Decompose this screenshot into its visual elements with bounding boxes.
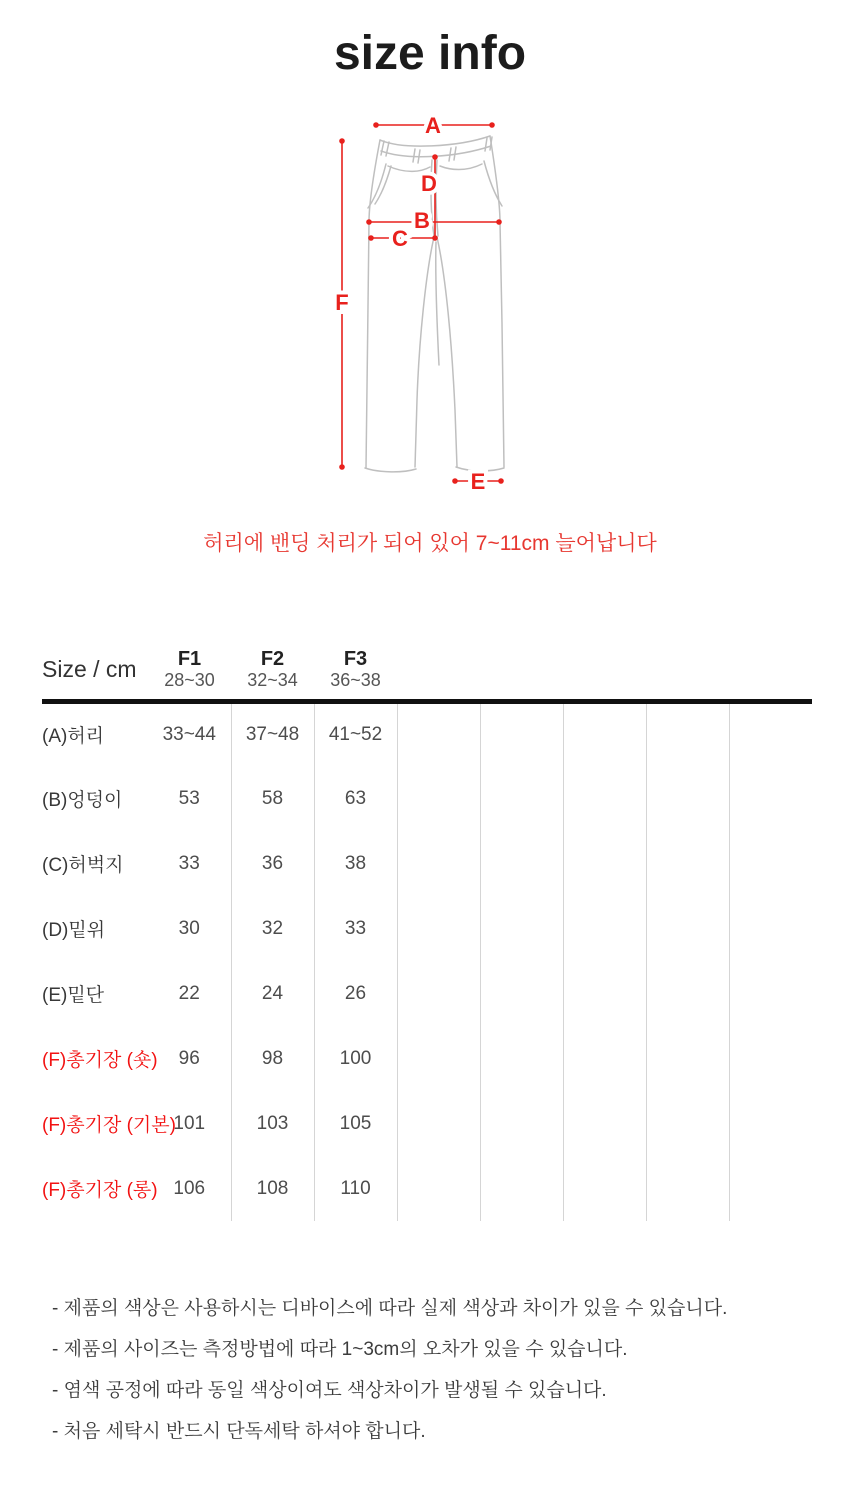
pants-sketch — [318, 110, 538, 510]
label-D: D — [421, 171, 437, 196]
note-dye-variance: - 염색 공정에 따라 동일 색상이여도 색상차이가 발생될 수 있습니다. — [52, 1380, 607, 1401]
column-header-f2 — [231, 640, 314, 701]
row-label: (F)총기장 (롱) — [42, 1180, 158, 1201]
cell-value: 26 — [314, 961, 397, 1026]
table-row-length-basic — [42, 1091, 812, 1156]
row-label: (F)총기장 (기본) — [42, 1115, 176, 1136]
size-unit-label: Size / cm — [42, 640, 148, 701]
table-row-hem — [42, 961, 812, 1026]
cell-value: 38 — [314, 831, 397, 896]
column-range: 32~34 — [247, 669, 298, 690]
table-row-length-short — [42, 1026, 812, 1091]
cell-value: 30 — [148, 896, 231, 961]
cell-value: 101 — [148, 1091, 231, 1156]
size-table-header-row — [42, 640, 812, 701]
cell-value: 33 — [148, 831, 231, 896]
cell-value: 22 — [148, 961, 231, 1026]
column-name: F3 — [343, 647, 368, 670]
column-name: F2 — [260, 647, 285, 670]
table-row-waist — [42, 701, 812, 766]
row-label: (B)엉덩이 — [42, 790, 123, 811]
cell-value: 110 — [314, 1156, 397, 1221]
column-header-f1 — [148, 640, 231, 701]
table-row-hip — [42, 766, 812, 831]
cell-value: 32 — [231, 896, 314, 961]
cell-value: 100 — [314, 1026, 397, 1091]
cell-value: 33~44 — [148, 701, 231, 766]
cell-value: 63 — [314, 766, 397, 831]
cell-value: 96 — [148, 1026, 231, 1091]
label-E: E — [470, 469, 486, 494]
row-label: (C)허벅지 — [42, 855, 124, 876]
measure-B-hip — [366, 219, 502, 225]
cell-value: 108 — [231, 1156, 314, 1221]
cell-value: 105 — [314, 1091, 397, 1156]
table-row-length-long — [42, 1156, 812, 1221]
column-name: F1 — [177, 647, 202, 670]
cell-value: 58 — [231, 766, 314, 831]
cell-value: 53 — [148, 766, 231, 831]
row-label: (F)총기장 (숏) — [42, 1050, 158, 1071]
table-row-rise — [42, 896, 812, 961]
note-size-tolerance: - 제품의 사이즈는 측정방법에 따라 1~3cm의 오차가 있을 수 있습니다. — [52, 1339, 628, 1360]
cell-value: 24 — [231, 961, 314, 1026]
label-C: C — [392, 226, 408, 251]
cell-value: 41~52 — [314, 701, 397, 766]
label-A: A — [425, 113, 441, 138]
column-header-f3 — [314, 640, 397, 701]
disclaimer-notes — [52, 1297, 860, 1443]
note-color-device: - 제품의 색상은 사용하시는 디바이스에 따라 실제 색상과 차이가 있을 수 있습니다. — [52, 1298, 728, 1319]
pants-measurement-diagram — [0, 110, 860, 510]
size-table — [42, 640, 812, 1221]
measurement-letters — [335, 113, 485, 494]
waistband-note: 허리에 밴딩 처리가 되어 있어 7~11cm 늘어납니다 — [203, 532, 657, 555]
column-range: 36~38 — [330, 669, 381, 690]
label-F: F — [335, 290, 349, 315]
row-label: (D)밑위 — [42, 920, 106, 941]
row-label: (A)허리 — [42, 726, 105, 748]
label-B: B — [414, 208, 430, 233]
row-label: (E)밑단 — [42, 985, 105, 1006]
cell-value: 106 — [148, 1156, 231, 1221]
column-range: 28~30 — [164, 669, 215, 690]
cell-value: 36 — [231, 831, 314, 896]
cell-value: 33 — [314, 896, 397, 961]
cell-value: 98 — [231, 1026, 314, 1091]
page-title: size info — [333, 27, 527, 80]
cell-value: 37~48 — [231, 701, 314, 766]
note-wash-separately: - 처음 세탁시 반드시 단독세탁 하셔야 합니다. — [52, 1421, 426, 1442]
cell-value: 103 — [231, 1091, 314, 1156]
table-row-thigh — [42, 831, 812, 896]
